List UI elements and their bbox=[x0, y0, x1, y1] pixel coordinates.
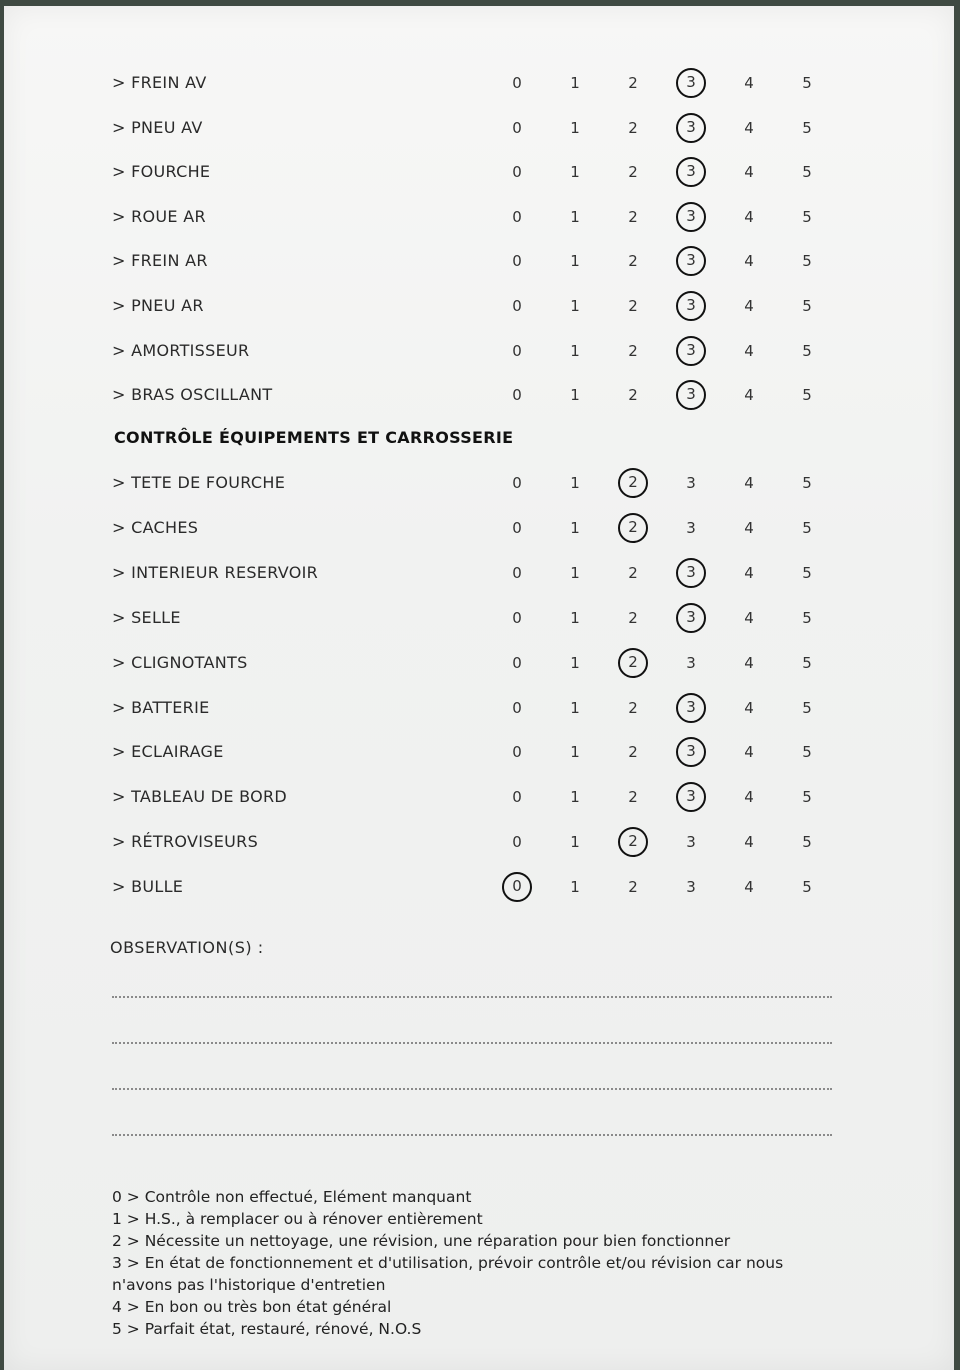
score-option[interactable]: 0 bbox=[512, 386, 522, 405]
legend-line-0: 0 > Contrôle non effectué, Elément manquant bbox=[112, 1188, 472, 1206]
score-option-selected[interactable]: 2 bbox=[618, 827, 648, 857]
row-label: > BULLE bbox=[112, 877, 184, 897]
score-option[interactable]: 1 bbox=[570, 563, 580, 582]
score-option[interactable]: 1 bbox=[570, 74, 580, 92]
rating-legend bbox=[112, 1186, 783, 1340]
score-option[interactable]: 2 bbox=[628, 163, 638, 182]
score-option[interactable]: 0 bbox=[512, 788, 522, 807]
score-option[interactable]: 1 bbox=[570, 833, 580, 852]
score-option[interactable]: 2 bbox=[628, 207, 638, 226]
legend-line-3-cont: n'avons pas l'historique d'entretien bbox=[112, 1276, 386, 1294]
score-option[interactable]: 5 bbox=[802, 653, 812, 672]
score-option-selected[interactable]: 3 bbox=[676, 558, 706, 588]
legend-line-1: 1 > H.S., à remplacer ou à rénover entièrement bbox=[112, 1210, 483, 1228]
row-label: > PNEU AV bbox=[112, 117, 203, 137]
score-option-selected[interactable]: 3 bbox=[676, 737, 706, 767]
score-option[interactable]: 4 bbox=[744, 698, 754, 717]
score-option[interactable]: 4 bbox=[744, 743, 754, 762]
checklist-row bbox=[4, 782, 954, 812]
score-option[interactable]: 2 bbox=[628, 878, 638, 897]
checklist-row bbox=[4, 693, 954, 723]
score-option[interactable]: 5 bbox=[802, 341, 812, 360]
score-option[interactable]: 4 bbox=[744, 118, 754, 137]
row-label: > TABLEAU DE BORD bbox=[112, 787, 288, 807]
row-label: > BRAS OSCILLANT bbox=[112, 385, 273, 405]
score-option[interactable]: 1 bbox=[570, 207, 580, 226]
row-label: > AMORTISSEUR bbox=[112, 340, 250, 360]
observations-label: OBSERVATION(S) : bbox=[110, 938, 264, 957]
legend-line-5: 5 > Parfait état, restauré, rénové, N.O.S bbox=[112, 1320, 422, 1338]
score-option[interactable]: 0 bbox=[512, 698, 522, 717]
score-option[interactable]: 0 bbox=[512, 743, 522, 762]
score-option[interactable]: 5 bbox=[802, 252, 812, 271]
score-option[interactable]: 2 bbox=[628, 698, 638, 717]
score-option[interactable]: 5 bbox=[802, 743, 812, 762]
score-option[interactable]: 0 bbox=[512, 653, 522, 672]
score-option[interactable]: 5 bbox=[802, 207, 812, 226]
score-option-selected[interactable]: 2 bbox=[618, 648, 648, 678]
score-option[interactable]: 5 bbox=[802, 386, 812, 405]
checklist-row bbox=[4, 468, 954, 498]
row-label: > FREIN AR bbox=[112, 251, 208, 271]
section-title-equipment: CONTRÔLE ÉQUIPEMENTS ET CARROSSERIE bbox=[114, 428, 514, 447]
row-label: > FOURCHE bbox=[112, 162, 211, 182]
score-option[interactable]: 5 bbox=[802, 118, 812, 137]
score-option[interactable]: 0 bbox=[512, 608, 522, 627]
row-label: > BATTERIE bbox=[112, 697, 210, 717]
row-label: > PNEU AR bbox=[112, 296, 204, 315]
score-option[interactable]: 1 bbox=[570, 878, 580, 897]
score-option-selected[interactable]: 3 bbox=[676, 246, 706, 276]
score-option[interactable]: 3 bbox=[686, 833, 696, 852]
score-option[interactable]: 0 bbox=[512, 207, 522, 226]
score-option[interactable]: 2 bbox=[628, 341, 638, 360]
score-option[interactable]: 4 bbox=[744, 833, 754, 852]
observation-line-4[interactable] bbox=[112, 1134, 832, 1136]
score-option-selected[interactable]: 3 bbox=[676, 782, 706, 812]
legend-line-4: 4 > En bon ou très bon état général bbox=[112, 1298, 392, 1316]
row-label: > CACHES bbox=[112, 517, 199, 537]
score-option[interactable]: 1 bbox=[570, 608, 580, 627]
score-option[interactable]: 4 bbox=[744, 653, 754, 672]
row-label: > ECLAIRAGE bbox=[112, 742, 224, 762]
score-option[interactable]: 0 bbox=[512, 341, 522, 360]
row-label: > INTERIEUR RESERVOIR bbox=[112, 562, 319, 582]
checklist-row bbox=[4, 603, 954, 633]
score-option[interactable]: 4 bbox=[744, 608, 754, 627]
score-option[interactable]: 0 bbox=[512, 474, 522, 492]
checklist-row bbox=[4, 68, 954, 98]
score-option[interactable]: 1 bbox=[570, 698, 580, 717]
score-option[interactable]: 2 bbox=[628, 743, 638, 762]
checklist-row bbox=[4, 558, 954, 588]
row-label: > RÉTROVISEURS bbox=[112, 832, 259, 852]
score-option[interactable]: 3 bbox=[686, 518, 696, 537]
score-option-selected[interactable]: 3 bbox=[676, 202, 706, 232]
score-option[interactable]: 1 bbox=[570, 653, 580, 672]
score-option[interactable]: 5 bbox=[802, 833, 812, 852]
inspection-sheet bbox=[4, 6, 954, 1370]
score-option[interactable]: 5 bbox=[802, 563, 812, 582]
score-option[interactable]: 5 bbox=[802, 698, 812, 717]
score-option[interactable]: 0 bbox=[512, 518, 522, 537]
score-option-selected[interactable]: 3 bbox=[676, 693, 706, 723]
score-option[interactable]: 0 bbox=[512, 118, 522, 137]
score-option[interactable]: 4 bbox=[744, 474, 754, 492]
score-option[interactable]: 2 bbox=[628, 608, 638, 627]
checklist-row bbox=[4, 336, 954, 366]
score-option[interactable]: 0 bbox=[512, 74, 522, 92]
score-option-selected[interactable]: 3 bbox=[676, 336, 706, 366]
score-option[interactable]: 0 bbox=[512, 833, 522, 852]
score-option[interactable]: 4 bbox=[744, 386, 754, 405]
score-option[interactable]: 1 bbox=[570, 297, 580, 315]
checklist-row bbox=[4, 202, 954, 232]
score-option[interactable]: 0 bbox=[512, 163, 522, 182]
score-option[interactable]: 4 bbox=[744, 297, 754, 315]
score-option[interactable]: 1 bbox=[570, 118, 580, 137]
score-option-selected[interactable]: 3 bbox=[676, 113, 706, 143]
observation-line-3[interactable] bbox=[112, 1088, 832, 1090]
row-label: > CLIGNOTANTS bbox=[112, 652, 248, 672]
score-option[interactable]: 5 bbox=[802, 518, 812, 537]
score-option[interactable]: 5 bbox=[802, 74, 812, 92]
score-option[interactable]: 4 bbox=[744, 788, 754, 807]
score-option[interactable]: 1 bbox=[570, 252, 580, 271]
score-option[interactable]: 1 bbox=[570, 788, 580, 807]
score-option[interactable]: 5 bbox=[802, 297, 812, 315]
checklist-row bbox=[4, 157, 954, 187]
score-option-selected[interactable]: 0 bbox=[502, 872, 532, 902]
score-option[interactable]: 1 bbox=[570, 518, 580, 537]
score-option[interactable]: 3 bbox=[686, 474, 696, 492]
observation-line-1[interactable] bbox=[112, 996, 832, 998]
checklist-row bbox=[4, 827, 954, 857]
score-option[interactable]: 3 bbox=[686, 878, 696, 897]
score-option[interactable]: 2 bbox=[628, 297, 638, 315]
score-option[interactable]: 1 bbox=[570, 386, 580, 405]
score-option[interactable]: 2 bbox=[628, 118, 638, 137]
row-label: > FREIN AV bbox=[112, 73, 207, 92]
score-option[interactable]: 3 bbox=[686, 653, 696, 672]
legend-line-3: 3 > En état de fonctionnement et d'utilisation, prévoir contrôle et/ou révision car nous bbox=[112, 1254, 784, 1272]
score-option[interactable]: 2 bbox=[628, 788, 638, 807]
checklist-row bbox=[4, 513, 954, 543]
score-option[interactable]: 4 bbox=[744, 207, 754, 226]
score-option[interactable]: 2 bbox=[628, 386, 638, 405]
checklist-row bbox=[4, 380, 954, 410]
score-option[interactable]: 4 bbox=[744, 878, 754, 897]
score-option[interactable]: 4 bbox=[744, 252, 754, 271]
score-option[interactable]: 0 bbox=[512, 297, 522, 315]
score-option[interactable]: 5 bbox=[802, 788, 812, 807]
score-option[interactable]: 4 bbox=[744, 163, 754, 182]
score-option-selected[interactable]: 3 bbox=[676, 603, 706, 633]
score-option[interactable]: 4 bbox=[744, 563, 754, 582]
score-option-selected[interactable]: 3 bbox=[676, 380, 706, 410]
score-option-selected[interactable]: 2 bbox=[618, 513, 648, 543]
checklist-row bbox=[4, 737, 954, 767]
row-label: > ROUE AR bbox=[112, 206, 206, 226]
score-option[interactable]: 5 bbox=[802, 878, 812, 897]
score-option[interactable]: 2 bbox=[628, 74, 638, 92]
score-option[interactable]: 1 bbox=[570, 163, 580, 182]
score-option[interactable]: 1 bbox=[570, 341, 580, 360]
score-option[interactable]: 1 bbox=[570, 474, 580, 492]
score-option-selected[interactable]: 3 bbox=[676, 157, 706, 187]
row-label: > TETE DE FOURCHE bbox=[112, 473, 286, 492]
score-option[interactable]: 4 bbox=[744, 74, 754, 92]
score-option[interactable]: 5 bbox=[802, 608, 812, 627]
score-option-selected[interactable]: 3 bbox=[676, 291, 706, 321]
score-option[interactable]: 0 bbox=[512, 563, 522, 582]
score-option[interactable]: 5 bbox=[802, 474, 812, 492]
score-option[interactable]: 2 bbox=[628, 252, 638, 271]
checklist-row bbox=[4, 648, 954, 678]
row-label: > SELLE bbox=[112, 607, 181, 627]
score-option[interactable]: 1 bbox=[570, 743, 580, 762]
score-option[interactable]: 0 bbox=[512, 252, 522, 271]
observation-line-2[interactable] bbox=[112, 1042, 832, 1044]
score-option[interactable]: 2 bbox=[628, 563, 638, 582]
score-option[interactable]: 5 bbox=[802, 163, 812, 182]
score-option-selected[interactable]: 2 bbox=[618, 468, 648, 498]
score-option[interactable]: 4 bbox=[744, 341, 754, 360]
checklist-row bbox=[4, 113, 954, 143]
legend-line-2: 2 > Nécessite un nettoyage, une révision, une réparation pour bien fonctionner bbox=[112, 1232, 731, 1250]
checklist-row bbox=[4, 246, 954, 276]
score-option[interactable]: 4 bbox=[744, 518, 754, 537]
checklist-row bbox=[4, 291, 954, 321]
checklist-row bbox=[4, 872, 954, 902]
score-option-selected[interactable]: 3 bbox=[676, 68, 706, 98]
